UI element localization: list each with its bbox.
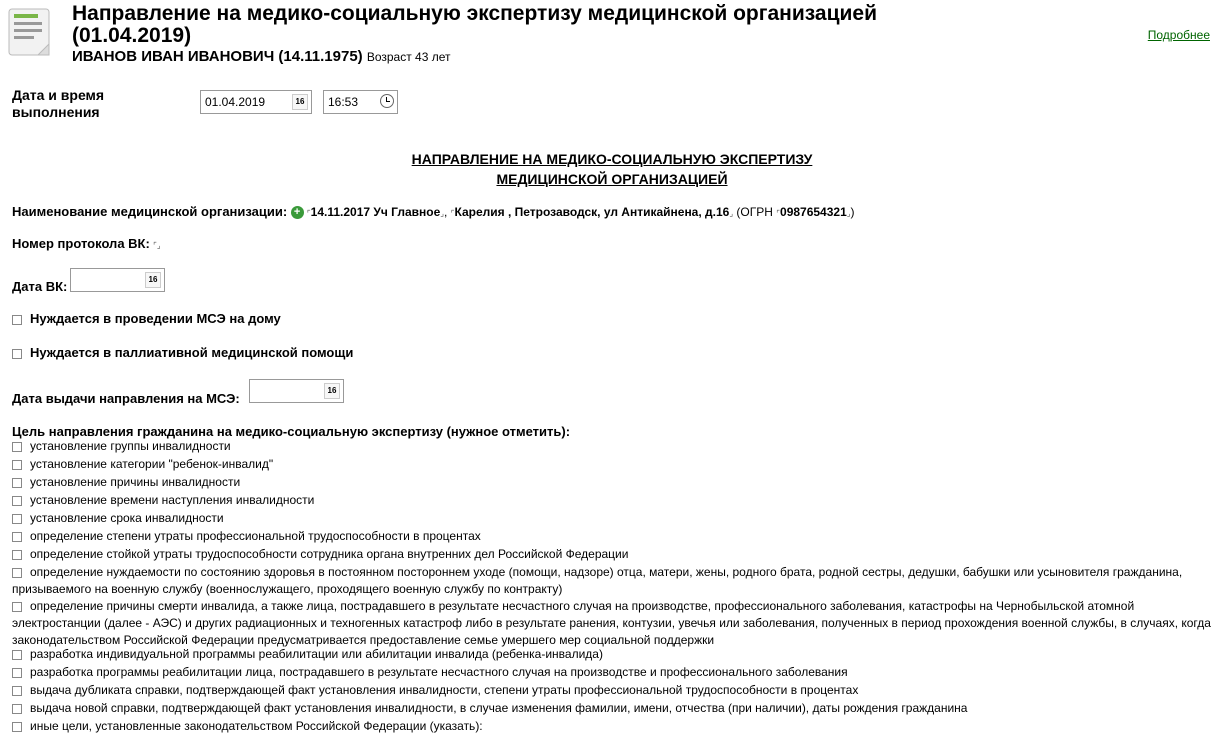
needs-palliative-checkbox[interactable] <box>12 349 22 359</box>
goal-checkbox[interactable] <box>12 602 22 612</box>
protocol-field[interactable]: ⌜⌟ <box>153 241 161 250</box>
calendar-icon[interactable]: 16 <box>145 272 161 288</box>
vk-date-label: Дата ВК: <box>12 279 68 294</box>
execution-date-value: 01.04.2019 <box>205 95 266 109</box>
goal-item[interactable]: выдача дубликата справки, подтверждающей факт установления инвалидности, степени утраты профессиональной трудоспособности в процентах <box>12 682 858 699</box>
details-link[interactable]: Подробнее <box>1147 28 1210 42</box>
goal-checkbox[interactable] <box>12 460 22 470</box>
needs-home-row[interactable] <box>12 311 281 326</box>
patient-name: ИВАНОВ ИВАН ИВАНОВИЧ (14.11.1975) <box>72 48 363 65</box>
issue-date-label: Дата выдачи направления на МСЭ: <box>12 391 240 406</box>
issue-date-input[interactable] <box>249 379 344 403</box>
goal-item[interactable]: определение стойкой утраты трудоспособности сотрудника органа внутренних дел Российской Федерации <box>12 546 628 563</box>
goal-checkbox[interactable] <box>12 514 22 524</box>
goal-item[interactable]: определение причины смерти инвалида, а также лица, пострадавшего в результате несчастного случая на производстве, профессионального заболевания, катастрофы на Чернобыльской атомной электростанции (далее - АЭС) и других радиационных и техногенных катастроф либо в результате ранения, контузии, увечья или заболевания, полученных в период прохождения военной службы, в случаях, когда законодательством Российской Федерации предусматривается предоставление семье умершего мер социальной поддержки <box>12 599 1211 647</box>
execution-label: Дата и время выполнения <box>12 87 105 120</box>
calendar-icon[interactable]: 16 <box>292 94 308 110</box>
goal-item[interactable]: определение нуждаемости по состоянию здоровья в постоянном постороннем уходе (помощи, надзоре) отца, матери, жены, родного брата, родной сестры, дедушки, бабушки или усыновителя гражданина, призываемого на военную службу (военнослужащего, проходящего военную службу по контракту) <box>12 565 1183 596</box>
org-address[interactable]: Карелия , Петрозаводск, ул Антикайнена, д.16 <box>454 205 730 219</box>
ogrn-close: ) <box>850 205 855 219</box>
needs-home-checkbox[interactable] <box>12 315 22 325</box>
add-icon[interactable]: + <box>291 206 304 219</box>
goal-checkbox[interactable] <box>12 722 22 732</box>
needs-palliative-row[interactable] <box>12 345 353 360</box>
goal-checkbox[interactable] <box>12 532 22 542</box>
execution-time-input[interactable] <box>323 90 398 114</box>
needs-home-label: Нуждается в проведении МСЭ на дому <box>30 311 281 326</box>
goal-checkbox[interactable] <box>12 668 22 678</box>
goal-checkbox[interactable] <box>12 650 22 660</box>
goal-item[interactable]: разработка программы реабилитации лица, пострадавшего в результате несчастного случая на производстве и профессионального заболевания <box>12 664 848 681</box>
goal-item[interactable]: иные цели, установленные законодательством Российской Федерации (указать): <box>12 718 483 735</box>
patient-info <box>72 48 451 65</box>
calendar-icon[interactable]: 16 <box>324 383 340 399</box>
ogrn-value[interactable]: 0987654321 <box>780 205 847 219</box>
goal-item[interactable]: установление причины инвалидности <box>12 474 240 491</box>
needs-palliative-label: Нуждается в паллиативной медицинской помощи <box>30 345 354 360</box>
goal-checkbox[interactable] <box>12 550 22 560</box>
goal-item[interactable]: разработка индивидуальной программы реабилитации или абилитации инвалида (ребенка-инвалида) <box>12 646 603 663</box>
goal-item[interactable]: установление категории "ребенок-инвалид" <box>12 456 273 473</box>
org-row: Наименование медицинской организации: + ⌜14.11.2017 Уч Главное⌟, ⌜Карелия , Петрозаводск, ул Антикайнена, д.16⌟ (ОГРН ⌜0987654321⌟) <box>12 204 855 219</box>
goal-item[interactable]: установление срока инвалидности <box>12 510 224 527</box>
protocol-label: Номер протокола ВК: <box>12 236 150 251</box>
goal-checkbox[interactable] <box>12 686 22 696</box>
goal-item[interactable]: определение степени утраты профессиональной трудоспособности в процентах <box>12 528 481 545</box>
document-heading: НАПРАВЛЕНИЕ НА МЕДИКО-СОЦИАЛЬНУЮ ЭКСПЕРТИЗУ МЕДИЦИНСКОЙ ОРГАНИЗАЦИЕЙ <box>411 151 813 187</box>
execution-time-value: 16:53 <box>328 95 359 109</box>
vk-date-input[interactable] <box>70 268 165 292</box>
goal-checkbox[interactable] <box>12 704 22 714</box>
goal-item[interactable]: установление времени наступления инвалидности <box>12 492 314 509</box>
page-title: Направление на медико-социальную экспертизу медицинской организацией (01.04.2019) <box>72 2 878 47</box>
goal-checkbox[interactable] <box>12 496 22 506</box>
execution-date-input[interactable] <box>200 90 312 114</box>
clock-icon[interactable] <box>380 94 394 108</box>
ogrn-label: (ОГРН <box>736 205 773 219</box>
goals-title: Цель направления гражданина на медико-социальную экспертизу (нужное отметить): <box>12 424 571 439</box>
protocol-row <box>12 236 161 251</box>
goal-checkbox[interactable] <box>12 442 22 452</box>
org-name[interactable]: 14.11.2017 Уч Главное <box>310 205 441 219</box>
org-label: Наименование медицинской организации: <box>12 204 288 219</box>
patient-age: Возраст 43 лет <box>366 50 451 64</box>
goal-item[interactable]: выдача новой справки, подтверждающей факт установления инвалидности, в случае изменения фамилии, имени, отчества (при наличии), даты рождения гражданина <box>12 700 967 717</box>
goal-checkbox[interactable] <box>12 478 22 488</box>
goal-item[interactable]: установление группы инвалидности <box>12 438 231 455</box>
goal-checkbox[interactable] <box>12 568 22 578</box>
document-icon <box>8 8 54 58</box>
